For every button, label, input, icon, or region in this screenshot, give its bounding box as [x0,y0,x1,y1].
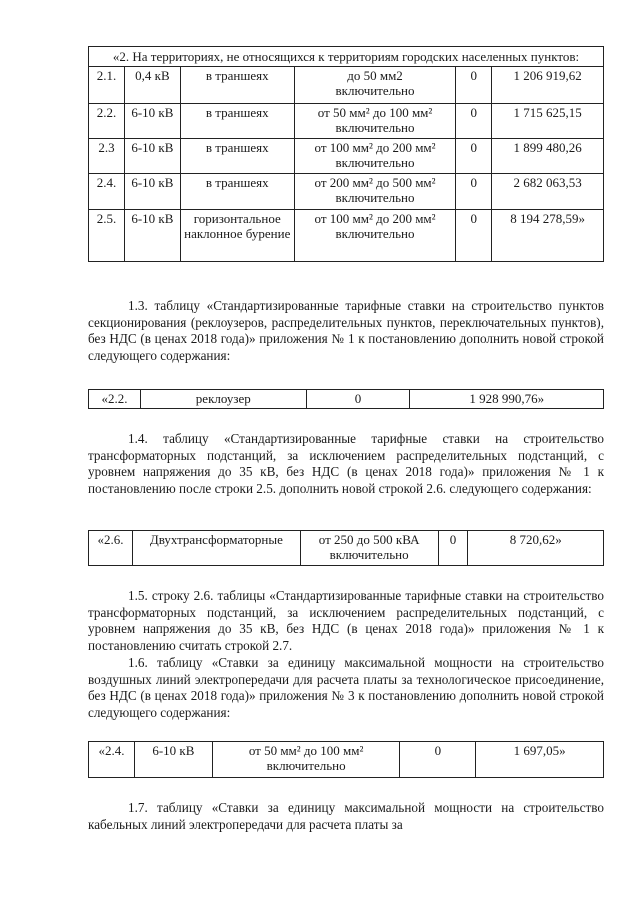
row-number: «2.6. [89,531,133,566]
substation-table [88,530,604,566]
recloser-table [88,389,604,409]
voltage-cell: 6-10 кВ [134,742,212,778]
range-sub: включительно [335,120,415,135]
range-sub: включительно [266,758,346,773]
row-number: 2.3 [89,139,125,174]
zero-cell: 0 [438,531,468,566]
row-number: 2.5. [89,210,125,262]
value-cell: 1 206 919,62 [492,67,604,104]
row-number: 2.1. [89,67,125,104]
value-cell: 1 697,05» [476,742,604,778]
range-main: от 250 до 500 кВА [318,532,420,547]
name-cell: реклоузер [140,390,306,409]
method-cell: горизонтальное наклонное бурение [180,210,294,262]
range-sub: включительно [335,190,415,205]
row-number: 2.2. [89,104,125,139]
table-row [89,104,604,139]
voltage-cell: 6-10 кВ [124,174,180,210]
zero-cell: 0 [456,139,492,174]
table-row [89,210,604,262]
method-cell: в траншеях [180,139,294,174]
value-cell: 8 194 278,59» [492,210,604,262]
zero-cell: 0 [400,742,476,778]
range-cell [294,139,456,174]
range-sub: включительно [335,83,415,98]
voltage-cell: 6-10 кВ [124,210,180,262]
range-cell [294,174,456,210]
row-number: 2.4. [89,174,125,210]
range-cell [294,210,456,262]
name-cell: Двухтрансформаторные [132,531,300,566]
value-cell: 1 899 480,26 [492,139,604,174]
range-sub: включительно [329,547,409,562]
overhead-line-table [88,741,604,778]
range-sub: включительно [335,226,415,241]
range-cell [294,104,456,139]
table-header: «2. На территориях, не относящихся к территориям городских населенных пунктов: [89,47,604,67]
value-cell: 8 720,62» [468,531,604,566]
range-cell [300,531,438,566]
voltage-cell: 6-10 кВ [124,139,180,174]
zero-cell: 0 [456,67,492,104]
table-header-row [89,47,604,67]
method-cell: в траншеях [180,174,294,210]
method-cell: в траншеях [180,104,294,139]
table-row [89,742,604,778]
table-row [89,139,604,174]
zero-cell: 0 [456,174,492,210]
table-row [89,390,604,409]
range-main: до 50 мм2 [347,68,403,83]
paragraph-1-3: 1.3. таблицу «Стандартизированные тарифные ставки на строительство пунктов секционирования (реклоузеров, распределительных пунктов, переключательных пунктов), без НДС (в ценах 2018 года)» приложения № 1 к постановлению дополнить новой строкой следующего содержания: [88,298,604,363]
row-number: «2.4. [89,742,135,778]
zero-cell: 0 [306,390,410,409]
value-cell: 1 928 990,76» [410,390,604,409]
range-cell [212,742,400,778]
value-cell: 1 715 625,15 [492,104,604,139]
row-number: «2.2. [89,390,141,409]
range-main: от 200 мм² до 500 мм² [314,175,436,190]
cable-rates-table [88,46,604,262]
range-sub: включительно [335,155,415,170]
table-row [89,174,604,210]
range-main: от 50 мм² до 100 мм² [317,105,433,120]
paragraph-1-4: 1.4. таблицу «Стандартизированные тарифные ставки на строительство трансформаторных подстанций, за исключением распределительных подстанций, с уровнем напряжения до 35 кВ, без НДС (в ценах 2018 года)» приложения № 1 к постановлению после строки 2.5. дополнить новой строкой 2.6. следующего содержания: [88,431,604,496]
voltage-cell: 0,4 кВ [124,67,180,104]
value-cell: 2 682 063,53 [492,174,604,210]
zero-cell: 0 [456,210,492,262]
voltage-cell: 6-10 кВ [124,104,180,139]
table-row [89,67,604,104]
range-cell [294,67,456,104]
range-main: от 100 мм² до 200 мм² [314,211,436,226]
paragraph-1-7: 1.7. таблицу «Ставки за единицу максимальной мощности на строительство кабельных линий электропередачи для расчета платы за [88,800,604,832]
paragraph-1-6: 1.6. таблицу «Ставки за единицу максимальной мощности на строительство воздушных линий электропередачи для расчета платы за технологическое присоединение, без НДС (в ценах 2018 года)» приложения № 3 к постановлению дополнить новой строкой следующего содержания: [88,655,604,720]
range-main: от 100 мм² до 200 мм² [314,140,436,155]
method-cell: в траншеях [180,67,294,104]
range-main: от 50 мм² до 100 мм² [248,743,364,758]
table-row [89,531,604,566]
paragraph-1-5: 1.5. строку 2.6. таблицы «Стандартизированные тарифные ставки на строительство трансформаторных подстанций, за исключением распределительных подстанций, с уровнем напряжения до 35 кВ, без НДС (в ценах 2018 года)» приложения № 1 к постановлению считать строкой 2.7. [88,588,604,653]
zero-cell: 0 [456,104,492,139]
